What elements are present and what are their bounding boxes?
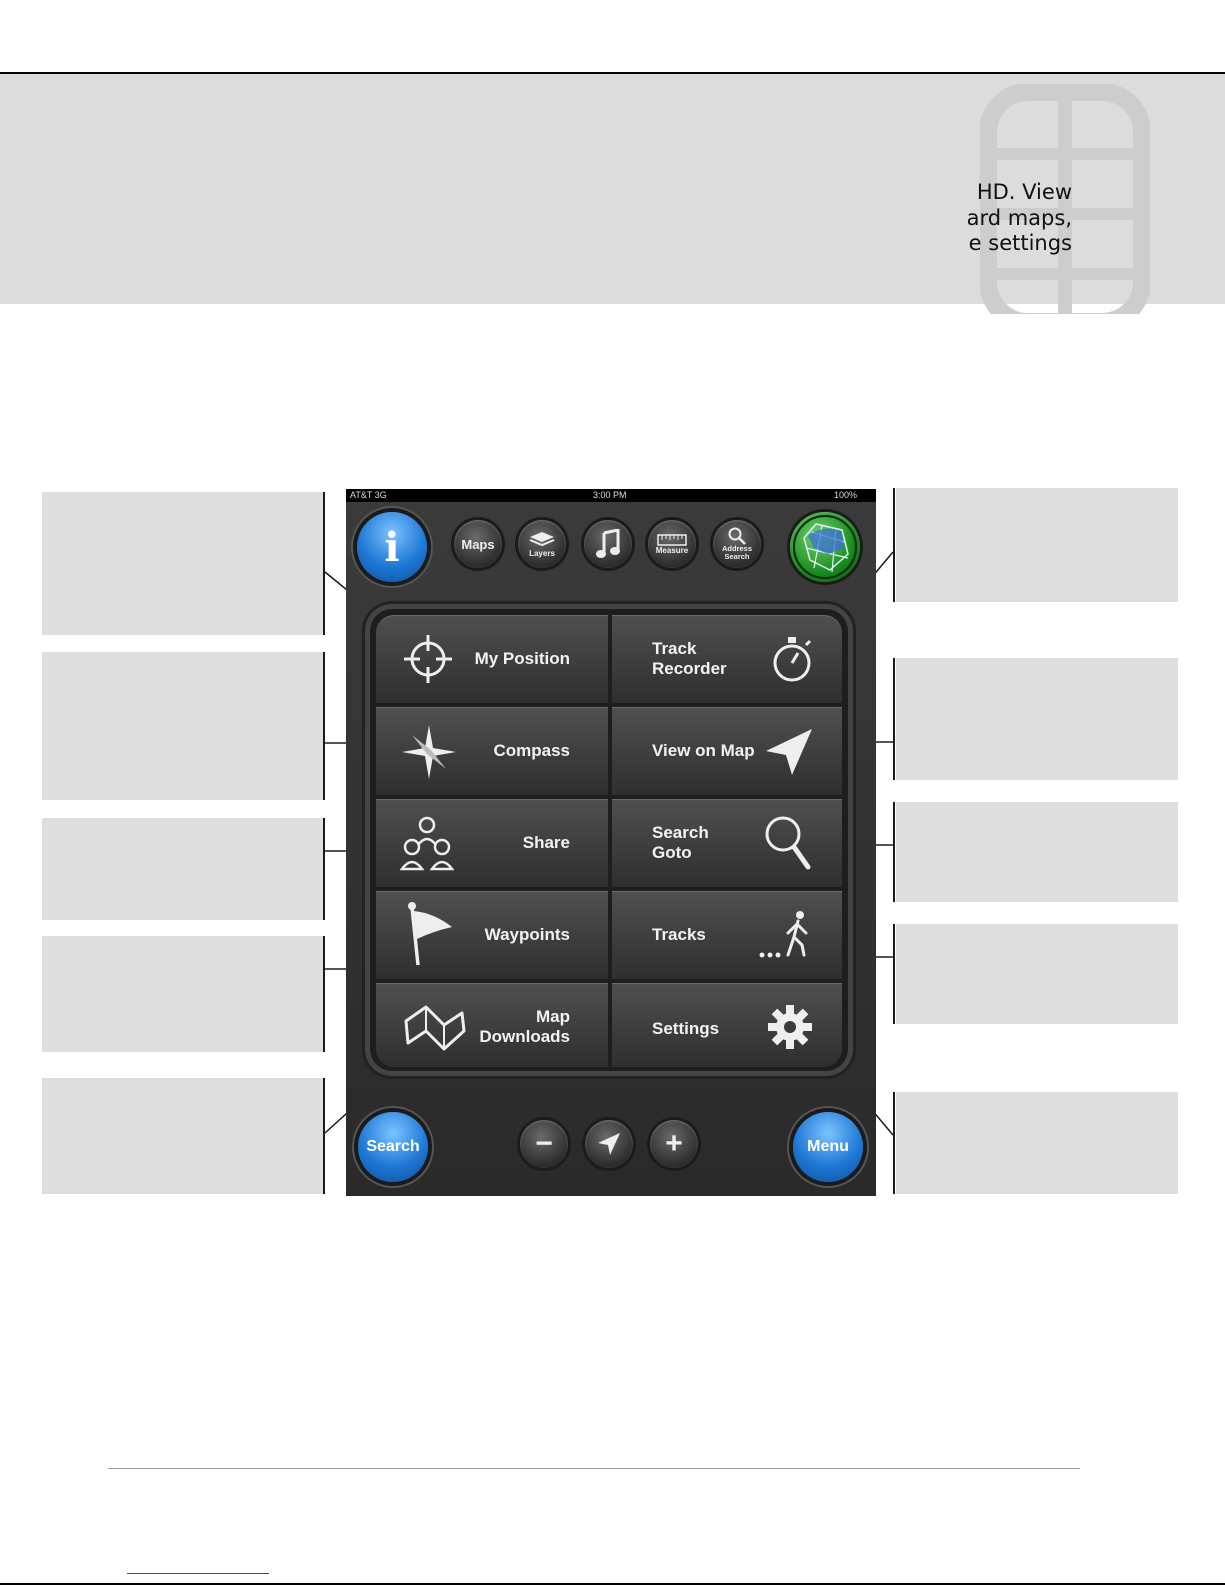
tile-waypoints[interactable]: [376, 891, 608, 979]
folded-map-icon: [404, 999, 466, 1055]
stopwatch-icon: [770, 633, 814, 685]
tile-label: Compass: [493, 741, 570, 760]
navigation-arrow-icon: [764, 727, 814, 777]
globe-button[interactable]: [790, 512, 860, 582]
menu-button-label: Menu: [807, 1138, 849, 1155]
search-icon: [727, 527, 747, 545]
zoom-in-label: +: [665, 1127, 683, 1160]
people-icon: [398, 813, 456, 873]
banner-line: e settings: [968, 231, 1072, 255]
flag-icon: [404, 901, 456, 967]
status-bar: [346, 489, 876, 502]
tile-search-goto[interactable]: [612, 799, 842, 887]
tile-tracks[interactable]: [612, 891, 842, 979]
tile-track-recorder[interactable]: [612, 615, 842, 703]
search-button-label: Search: [366, 1138, 420, 1155]
tile-my-position[interactable]: [376, 615, 608, 703]
tile-view-on-map[interactable]: [612, 707, 842, 795]
tile-label: Map Downloads: [479, 1007, 570, 1046]
music-button[interactable]: [584, 520, 632, 568]
measure-button-label: Measure: [655, 545, 689, 555]
tile-label: Tracks: [652, 925, 706, 944]
layers-icon: [529, 531, 555, 549]
address-search-label: Address Search: [721, 544, 752, 561]
footer-rule: [108, 1468, 1080, 1469]
main-menu-grid: [370, 609, 848, 1071]
music-note-icon: [595, 529, 621, 559]
compass-star-icon: [400, 723, 458, 781]
tile-label: Settings: [652, 1019, 720, 1038]
tile-settings[interactable]: [612, 983, 842, 1067]
magnifier-icon: [762, 813, 814, 873]
status-battery: 100%: [834, 490, 858, 500]
walking-person-icon: [758, 909, 816, 963]
gear-icon: [768, 1005, 812, 1049]
crosshair-icon: [400, 631, 456, 687]
navigation-arrow-icon: [596, 1131, 622, 1157]
measure-button[interactable]: [648, 520, 696, 568]
zoom-in-button[interactable]: [650, 1120, 698, 1168]
tile-share[interactable]: [376, 799, 608, 887]
tile-label: My Position: [474, 649, 570, 668]
tile-map-downloads[interactable]: [376, 983, 608, 1067]
globe-icon: [792, 514, 858, 580]
zoom-out-button[interactable]: [520, 1120, 568, 1168]
info-button[interactable]: [357, 512, 427, 582]
info-button-label: i: [384, 523, 400, 571]
signal-carrier: AT&T 3G: [350, 490, 387, 500]
tile-label: Search Goto: [652, 823, 709, 862]
ruler-icon: [657, 534, 687, 546]
maps-button-label: Maps: [461, 536, 495, 552]
search-button[interactable]: [358, 1112, 428, 1182]
tile-compass[interactable]: [376, 707, 608, 795]
layers-button[interactable]: [518, 520, 566, 568]
layers-button-label: Layers: [529, 548, 555, 558]
device-screenshot: [346, 489, 876, 1196]
zoom-out-label: −: [535, 1127, 553, 1160]
banner-line: ard maps,: [966, 205, 1072, 230]
address-search-button[interactable]: [713, 520, 761, 568]
status-time: 3:00 PM: [593, 490, 627, 500]
banner-line: HD. View: [976, 180, 1072, 204]
tile-label: Track Recorder: [652, 639, 727, 678]
locate-button[interactable]: [585, 1120, 633, 1168]
tile-label: Waypoints: [484, 925, 570, 944]
tile-label: View on Map: [652, 741, 755, 760]
tile-label: Share: [522, 833, 570, 852]
footer-link-underline[interactable]: [127, 1573, 269, 1574]
maps-button[interactable]: [454, 520, 502, 568]
menu-button[interactable]: [793, 1112, 863, 1182]
